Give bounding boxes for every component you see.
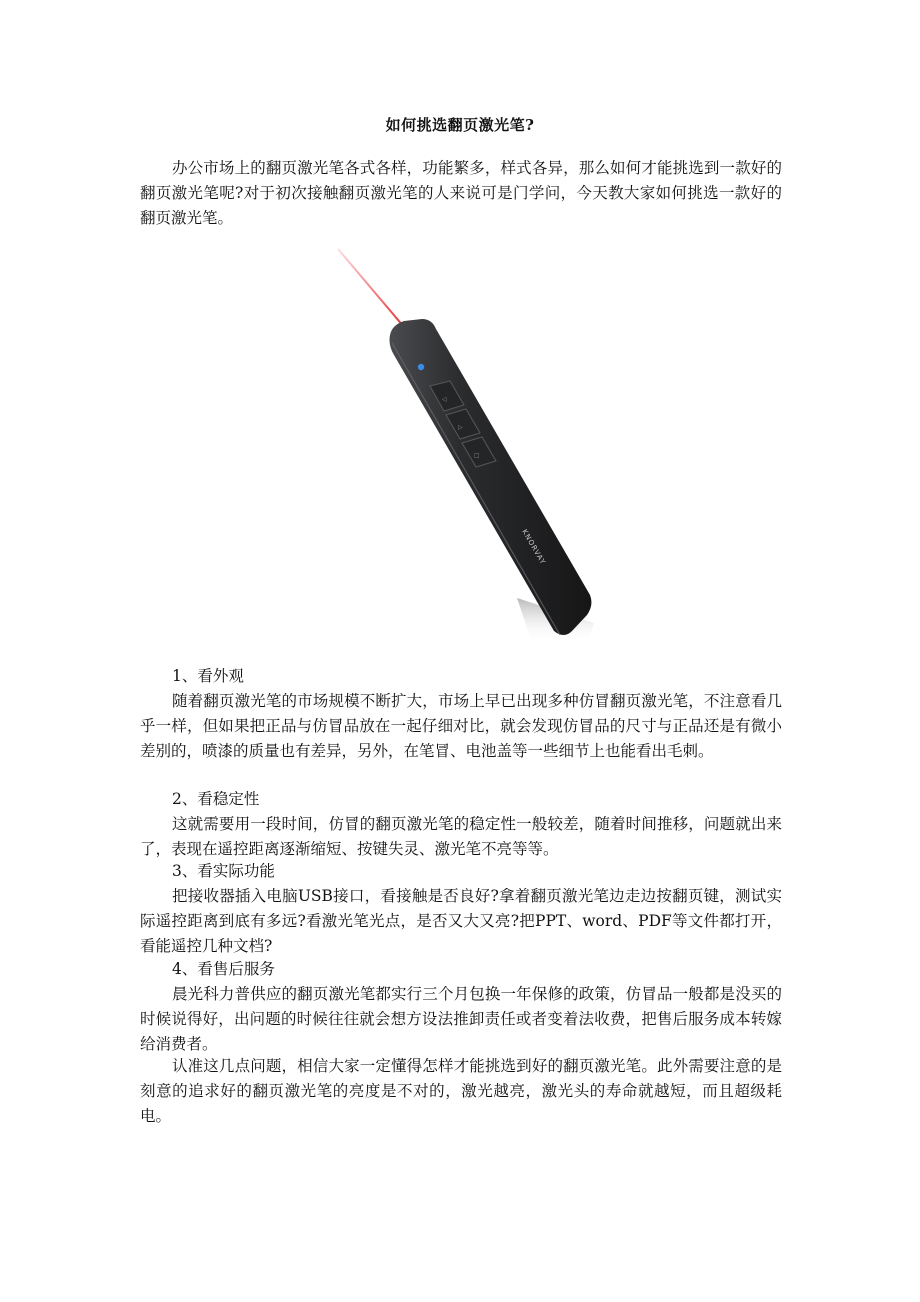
indicator-led [418,364,424,370]
button-icon-2: ▷ [458,424,463,431]
button-icon-3: □ [474,452,480,459]
section-text-4: 晨光科力普供应的翻页激光笔都实行三个月包换一年保修的政策，仿冒品一般都是没买的时候说得好，出问题的时候往往就会想方设法推卸责任或者变着法收费，把售后服务成本转嫁给消费者。 [140,985,782,1053]
section-heading-4: 4、看售后服务 [172,960,275,978]
laser-beam [338,249,404,327]
button-icon-1: ◁ [442,396,447,403]
section-text-3: 把接收器插入电脑USB接口，看接触是否良好?拿着翻页激光笔边走边按翻页键，测试实际遥控距离到底有多远?看激光笔光点，是否又大又亮?把PPT、word、PDF等文件都打开，看能遥控几种文档? [140,887,782,955]
section-heading-3: 3、看实际功能 [172,862,275,880]
product-image [332,243,604,643]
conclusion-paragraph: 认准这几点问题，相信大家一定懂得怎样才能挑选到好的翻页激光笔。此外需要注意的是刻意的追求好的翻页激光笔的亮度是不对的，激光越亮，激光头的寿命就越短，而且超级耗电。 [140,1057,782,1125]
intro-paragraph: 办公市场上的翻页激光笔各式各样，功能繁多，样式各异，那么如何才能挑选到一款好的翻页激光笔呢?对于初次接触翻页激光笔的人来说可是门学问，今天教大家如何挑选一款好的翻页激光笔。 [140,159,782,227]
section-heading-1: 1、看外观 [172,667,244,685]
section-text-1: 随着翻页激光笔的市场规模不断扩大，市场上早已出现多种仿冒翻页激光笔，不注意看几乎一样，但如果把正品与仿冒品放在一起仔细对比，就会发现仿冒品的尺寸与正品还是有微小差别的，喷漆的质量也有差异，另外，在笔冒、电池盖等一些细节上也能看出毛刺。 [140,692,782,760]
section-text-2: 这就需要用一段时间，仿冒的翻页激光笔的稳定性一般较差，随着时间推移，问题就出来了，表现在遥控距离逐渐缩短、按键失灵、激光笔不亮等等。 [140,815,782,858]
page-title: 如何挑选翻页激光笔? [385,116,535,134]
section-heading-2: 2、看稳定性 [172,790,260,808]
brand-label: KNORVAY [520,528,548,567]
laser-pointer-illustration [332,243,604,643]
